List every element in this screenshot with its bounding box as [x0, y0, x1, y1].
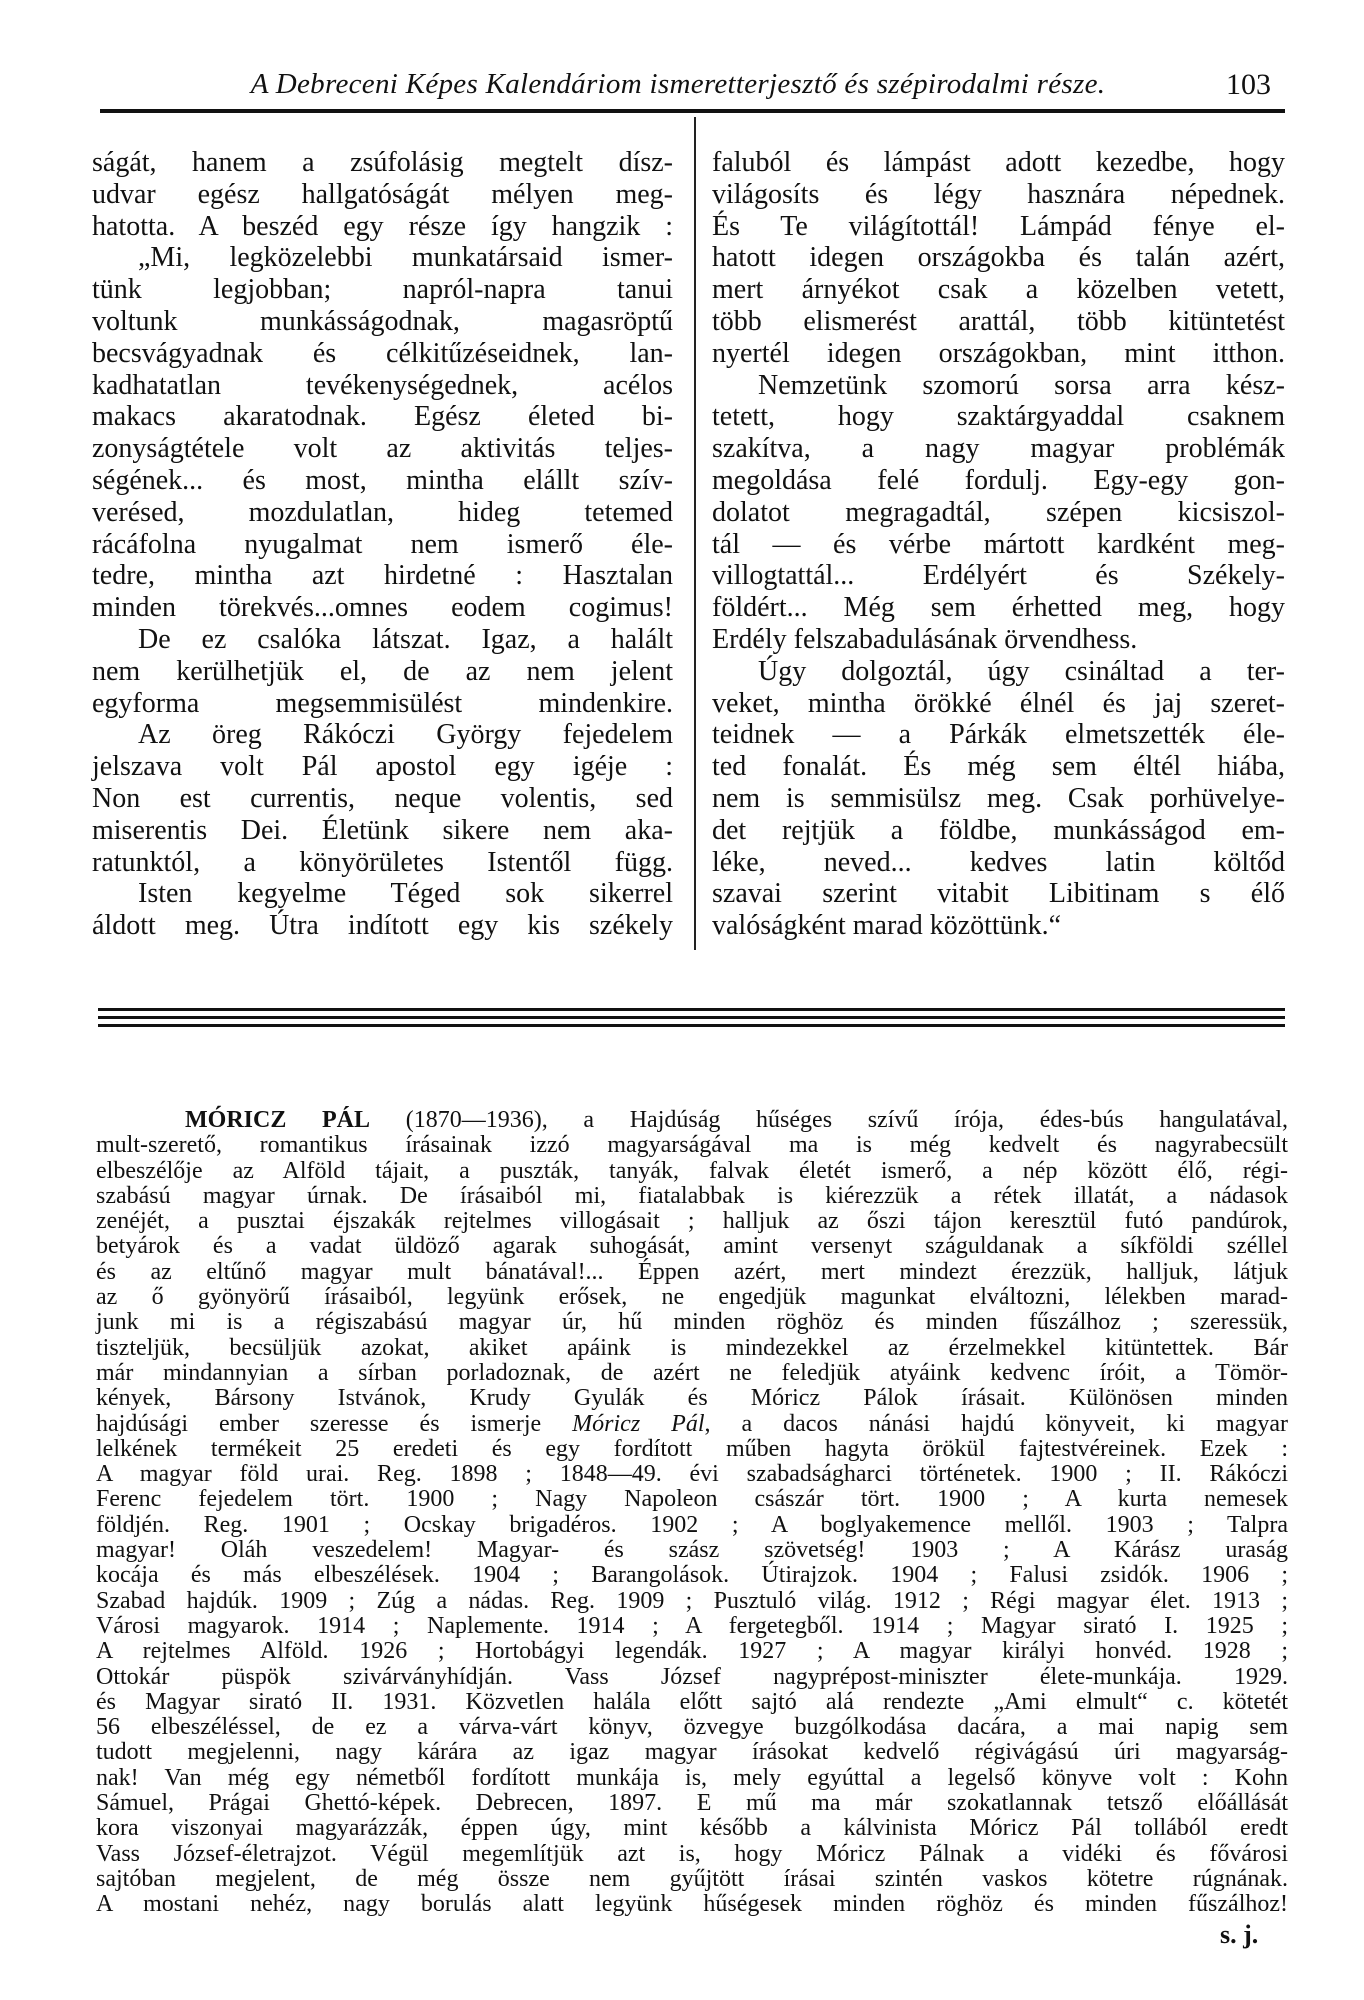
biography-section	[96, 1108, 1288, 1918]
text-line	[96, 1184, 1288, 1209]
text-segment: Városi magyarok. 1914 ; Naplemente. 1914 ; A fergetegből. 1914 ; Magyar sirató I. 1925 ;	[96, 1612, 1288, 1639]
text-line: dolatot megragadtál, szépen kicsiszol-	[712, 496, 1285, 528]
text-line: Úgy dolgoztál, úgy csináltad a ter-	[758, 655, 1285, 687]
text-segment: mult-szerető, romantikus írásainak izzó magyarságával ma is még kedvelt és nagyrabecsült	[96, 1132, 1288, 1159]
text-segment: földjén. Reg. 1901 ; Ocskay brigadéros. 1902 ; A boglyakemence mellől. 1903 ; Talpra	[96, 1511, 1288, 1538]
text-line	[96, 1462, 1288, 1487]
text-line: ratunktól, a könyörületes Istentől függ.	[92, 846, 673, 878]
text-line	[96, 1842, 1288, 1867]
header-rule	[100, 109, 1285, 113]
text-line	[96, 1285, 1288, 1310]
text-line: rácáfolna nyugalmat nem ismerő éle-	[92, 528, 673, 560]
text-line: földért... Még sem érhetted meg, hogy	[712, 592, 1285, 624]
text-segment: elbeszélője az Alföld tájait, a puszták, tanyák, falvak életét ismerő, a nép között élő, régi-	[96, 1157, 1288, 1184]
text-segment: sajtóban megjelent, de még össze nem gyűjtött írásai szintén vaskos kötetre rúgnának.	[96, 1865, 1288, 1892]
text-line	[96, 1892, 1288, 1917]
signature: s. j.	[1220, 1920, 1259, 1949]
section-rule-3	[98, 1024, 1285, 1027]
text-line	[96, 1740, 1288, 1765]
text-line: minden törekvés...omnes eodem cogimus!	[92, 592, 673, 624]
text-segment: az ő gyönyörű írásaiból, legyünk erősek, ne engedjük magunkat elváltozni, lélekben marad-	[96, 1284, 1288, 1311]
text-line: egyforma megsemmisülést mindenkire.	[92, 687, 673, 719]
page-number: 103	[1226, 68, 1271, 101]
text-segment: tiszteljük, becsüljük azokat, akiket apáink is mindezekkel az érzelmekkel kitüntettek. Bár	[96, 1334, 1288, 1361]
text-line: nem kerülhetjük el, de az nem jelent	[92, 655, 673, 687]
text-line: Erdély felszabadulásának örvendhess.	[712, 623, 1138, 655]
text-segment: és az eltűnő magyar mult bánatával!... Éppen azért, mert mindezt érezzük, halljuk, látjuk	[96, 1258, 1288, 1285]
text-line: makacs akaratodnak. Egész életed bi-	[92, 401, 673, 433]
text-segment: betyárok és a vadat üldöző agarak suhogását, amint versenyt száguldanak a síkföldi széllel	[96, 1233, 1288, 1260]
text-line: hatott idegen országokba és talán azért,	[712, 242, 1285, 274]
text-segment: (1870—1936), a Hajdúság hűséges szívű írója, édes-bús hangulatával,	[370, 1107, 1288, 1133]
text-segment: nak! Van még egy németből fordított munkája is, mely egyúttal a legelső könyve volt : Kohn	[96, 1764, 1288, 1791]
text-line	[96, 1563, 1288, 1588]
text-segment: és Magyar sirató II. 1931. Közvetlen halála előtt sajtó alá rendezte „Ami elmult“ c. kötetét	[96, 1688, 1288, 1715]
text-segment: szabású magyar úrnak. De írásaiból mi, fiatalabbak is kiérezzük a rétek illatát, a nádasok	[96, 1182, 1288, 1209]
text-segment: kora viszonyai magyarázzák, éppen úgy, mint később a kálvinista Móricz Pál tollából eredt	[96, 1815, 1288, 1842]
text-line: valóságként marad közöttünk.“	[712, 910, 1062, 942]
text-line: teidnek — a Párkák elmetszették éle-	[712, 719, 1285, 751]
text-line: több elismerést arattál, több kitüntetést	[712, 305, 1285, 337]
text-line: ságát, hanem a zsúfolásig megtelt dísz-	[92, 147, 673, 178]
author-name: MÓRICZ PÁL	[185, 1107, 371, 1133]
text-segment: A mostani nehéz, nagy borulás alatt legyünk hűségesek minden röghöz és minden fűszálhoz!	[96, 1891, 1288, 1918]
author-name-italic: Móricz Pál	[572, 1410, 705, 1437]
text-line: kadhatatlan tevékenységednek, acélos	[92, 369, 673, 401]
text-line: De ez csalóka látszat. Igaz, a halált	[138, 623, 673, 655]
text-segment: lelkének termékeit 25 eredeti és egy fordított műben hagyta örökül fajtestvéreinek. Ezek :	[96, 1435, 1288, 1462]
text-line: tünk legjobban; napról-napra tanui	[92, 274, 673, 306]
text-line	[96, 1159, 1288, 1184]
text-segment: Sámuel, Prágai Ghettó-képek. Debrecen, 1897. E mű ma már szokatlannak tetsző előállását	[96, 1790, 1288, 1817]
text-line: miserentis Dei. Életünk sikere nem aka-	[92, 814, 673, 846]
text-segment: A rejtelmes Alföld. 1926 ; Hortobágyi legendák. 1927 ; A magyar királyi honvéd. 1928 ;	[96, 1638, 1288, 1665]
text-segment: tudott megjelenni, nagy kárára az igaz magyar írásokat kedvelő régivágású úri magyarság-	[96, 1739, 1288, 1766]
text-line	[96, 1538, 1288, 1563]
text-line: „Mi, legközelebbi munkatársaid ismer-	[138, 242, 673, 274]
text-line	[96, 1614, 1288, 1639]
text-line	[96, 1437, 1288, 1462]
text-segment: magyar! Oláh veszedelem! Magyar- és szász szövetség! 1903 ; A Kárász uraság	[96, 1537, 1288, 1564]
text-line: becsvágyadnak és célkitűzéseidnek, lan-	[92, 337, 673, 369]
text-line: voltunk munkásságodnak, magasröptű	[92, 305, 673, 337]
text-line: villogtattál... Erdélyért és Székely-	[712, 560, 1285, 592]
text-line	[96, 1386, 1288, 1411]
text-segment: Ferenc fejedelem tört. 1900 ; Nagy Napoleon császár tört. 1900 ; A kurta nemesek	[96, 1486, 1288, 1513]
text-line	[96, 1715, 1288, 1740]
text-segment: A magyar föld urai. Reg. 1898 ; 1848—49. évi szabadságharci történetek. 1900 ; II. Rákóczi	[96, 1461, 1288, 1488]
section-rule-1	[98, 1008, 1285, 1011]
text-segment: már mindannyian a sírban porladoznak, de azért ne feledjük atyáink kedvenc íróit, a Tömör-	[96, 1359, 1288, 1386]
text-line	[96, 1234, 1288, 1259]
text-segment: Vass József-életrajzot. Végül megemlítjük azt is, hogy Móricz Pálnak a vidéki és fővárosi	[96, 1840, 1288, 1867]
text-segment: hajdúsági ember szeresse és ismerje	[96, 1410, 573, 1437]
text-line: hatotta. A beszéd egy része így hangzik :	[92, 210, 673, 242]
text-line	[96, 1361, 1288, 1386]
text-segment: kények, Bársony Istvánok, Krudy Gyulák és Móricz Pálok írásait. Különösen minden	[96, 1385, 1288, 1412]
text-line: tetett, hogy szaktárgyaddal csaknem	[712, 401, 1285, 433]
text-line: jelszava volt Pál apostol egy igéje :	[92, 751, 673, 783]
text-segment: Ottokár püspök szivárványhídján. Vass József nagyprépost-miniszter élete-munkája. 1929.	[96, 1663, 1288, 1690]
text-line	[96, 1766, 1288, 1791]
text-line	[96, 1589, 1288, 1614]
text-line: udvar egész hallgatóságát mélyen meg-	[92, 178, 673, 210]
section-rule-2	[98, 1016, 1285, 1019]
text-segment: Szabad hajdúk. 1909 ; Zúg a nádas. Reg. 1909 ; Pusztuló világ. 1912 ; Régi magyar élet. 1913 ;	[96, 1587, 1288, 1614]
text-line	[96, 1513, 1288, 1538]
text-line: verésed, mozdulatlan, hideg tetemed	[92, 496, 673, 528]
text-line	[96, 1260, 1288, 1285]
text-line	[96, 1487, 1288, 1512]
text-line: veket, mintha örökké élnél és jaj szeret-	[712, 687, 1285, 719]
text-segment: 56 elbeszéléssel, de ez a várva-várt könyv, özvegye buzgólkodása dacára, a mai napig sem	[96, 1714, 1288, 1741]
right-column	[712, 147, 1285, 942]
text-line: Az öreg Rákóczi György fejedelem	[138, 719, 673, 751]
text-segment: , a dacos nánási hajdú könyveit, ki magyar	[704, 1410, 1289, 1437]
text-line	[96, 1336, 1288, 1361]
column-divider	[694, 117, 696, 950]
text-segment: kocája és más elbeszélések. 1904 ; Barangolások. Útirajzok. 1904 ; Falusi zsidók. 1906 ;	[96, 1562, 1288, 1589]
text-line: faluból és lámpást adott kezedbe, hogy	[712, 147, 1285, 178]
text-line: Isten kegyelme Téged sok sikerrel	[138, 878, 673, 910]
text-line: léke, neved... kedves latin költőd	[712, 846, 1285, 878]
text-line: világosíts és légy hasznára népednek.	[712, 178, 1285, 210]
text-line: tál — és vérbe mártott kardként meg-	[712, 528, 1285, 560]
text-line: szavai szerint vitabit Libitinam s élő	[712, 878, 1285, 910]
text-line	[96, 1108, 1288, 1133]
text-line: Non est currentis, neque volentis, sed	[92, 782, 673, 814]
text-line: És Te világítottál! Lámpád fénye el-	[712, 210, 1285, 242]
text-line: ted fonalát. És még sem éltél hiába,	[712, 751, 1285, 783]
text-line: nem is semmisülsz meg. Csak porhüvelye-	[712, 782, 1285, 814]
text-line: det rejtjük a földbe, munkásságod em-	[712, 814, 1285, 846]
text-line: ségének... és most, mintha elállt szív-	[92, 464, 673, 496]
text-line	[96, 1310, 1288, 1335]
text-line	[96, 1867, 1288, 1892]
running-header-title: A Debreceni Képes Kalendáriom ismeretterjesztő és szépirodalmi része.	[250, 68, 1106, 100]
text-line: szakítva, a nagy magyar problémák	[712, 433, 1285, 465]
text-line	[96, 1791, 1288, 1816]
text-line: nyertél idegen országokban, mint itthon.	[712, 337, 1285, 369]
text-segment: zenéjét, a pusztai éjszakák rejtelmes villogásait ; halljuk az őszi tájon keresztül futó pandúrok,	[96, 1208, 1288, 1235]
text-line: áldott meg. Útra indított egy kis székely	[92, 910, 673, 942]
text-line	[96, 1209, 1288, 1234]
text-line	[96, 1639, 1288, 1664]
text-line	[96, 1665, 1288, 1690]
text-line	[96, 1690, 1288, 1715]
text-line: mert árnyékot csak a közelben vetett,	[712, 274, 1285, 306]
text-line	[96, 1412, 1288, 1437]
text-line	[96, 1816, 1288, 1841]
text-segment: junk mi is a régiszabású magyar úr, hű minden röghöz és minden fűszálhoz ; szeressük,	[96, 1309, 1288, 1336]
left-column	[92, 147, 673, 942]
text-line	[96, 1133, 1288, 1158]
text-line: megoldása felé fordulj. Egy-egy gon-	[712, 464, 1285, 496]
text-line: zonyságtétele volt az aktivitás teljes-	[92, 433, 673, 465]
text-line: tedre, mintha azt hirdetné : Hasztalan	[92, 560, 673, 592]
text-line: Nemzetünk szomorú sorsa arra kész-	[758, 369, 1285, 401]
